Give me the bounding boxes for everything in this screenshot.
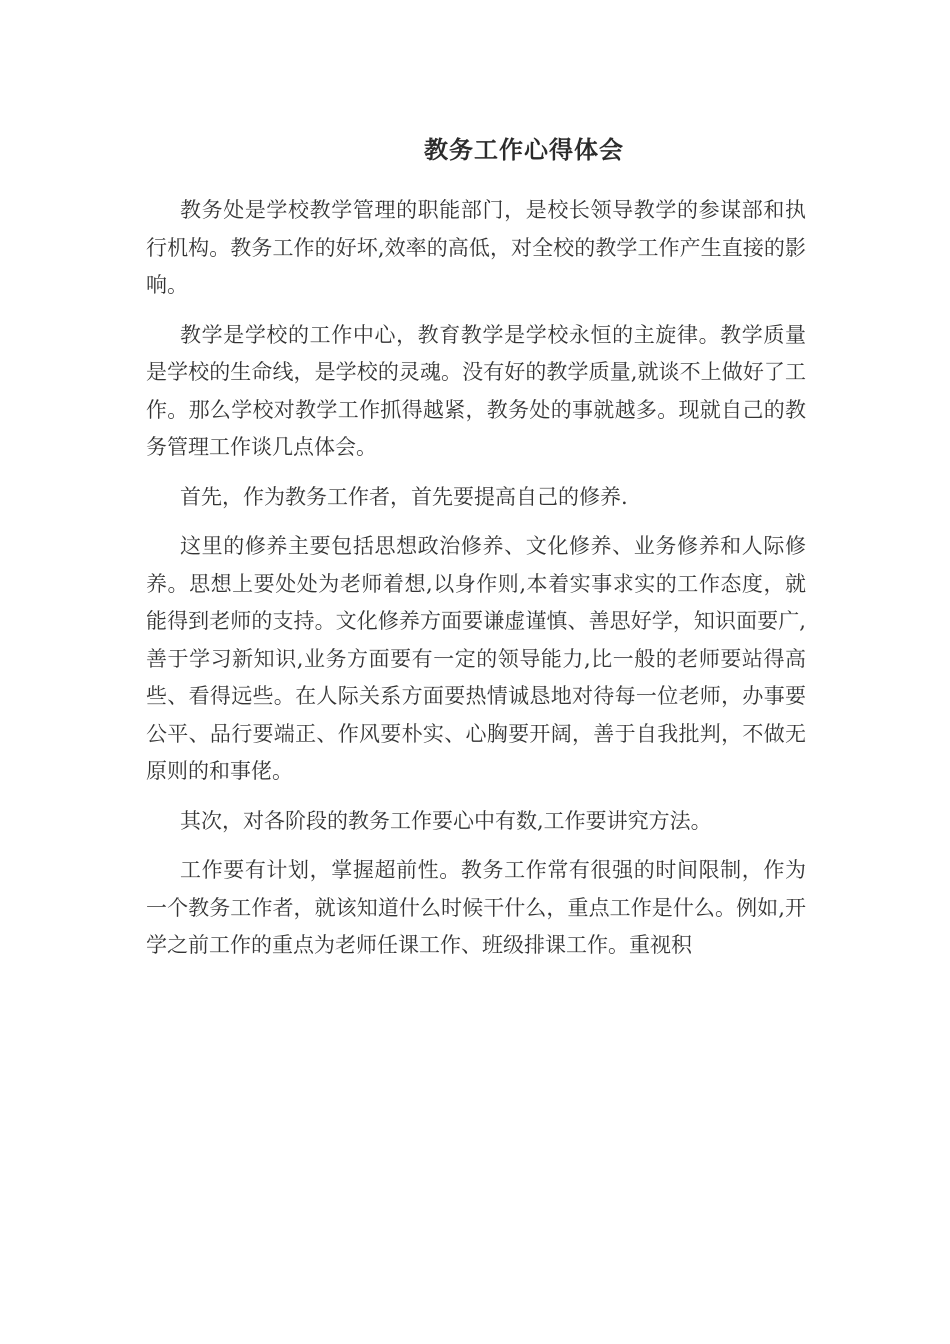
paragraph-6: 工作要有计划，掌握超前性。教务工作常有很强的时间限制，作为一个教务工作者，就该知道什么时候干什么，重点工作是什么。例如,开学之前工作的重点为老师任课工作、班级排课工作。重视积 [146, 858, 806, 957]
document-page [146, 128, 806, 977]
paragraph-5: 其次，对各阶段的教务工作要心中有数,工作要讲究方法。 [180, 808, 712, 833]
document-title: 教务工作心得体会 [424, 135, 624, 164]
paragraph-3: 首先，作为教务工作者，首先要提高自己的修养. [180, 484, 628, 509]
paragraph-1: 教务处是学校教学管理的职能部门，是校长领导教学的参谋部和执行机构。教务工作的好坏,效率的高低，对全校的教学工作产生直接的影响。 [146, 198, 806, 297]
paragraph-2: 教学是学校的工作中心，教育教学是学校永恒的主旋律。教学质量是学校的生命线，是学校的灵魂。没有好的教学质量,就谈不上做好了工作。那么学校对教学工作抓得越紧，教务处的事就越多。现就自己的教务管理工作谈几点体会。 [146, 322, 806, 459]
paragraph-4: 这里的修养主要包括思想政治修养、文化修养、业务修养和人际修养。思想上要处处为老师着想,以身作则,本着实事求实的工作态度，就能得到老师的支持。文化修养方面要谦虚谨慎、善思好学，知识面要广,善于学习新知识,业务方面要有一定的领导能力,比一般的老师要站得高些、看得远些。在人际关系方面要热情诚恳地对待每一位老师，办事要公平、品行要端正、作风要朴实、心胸要开阔，善于自我批判，不做无原则的和事佬。 [146, 534, 806, 783]
